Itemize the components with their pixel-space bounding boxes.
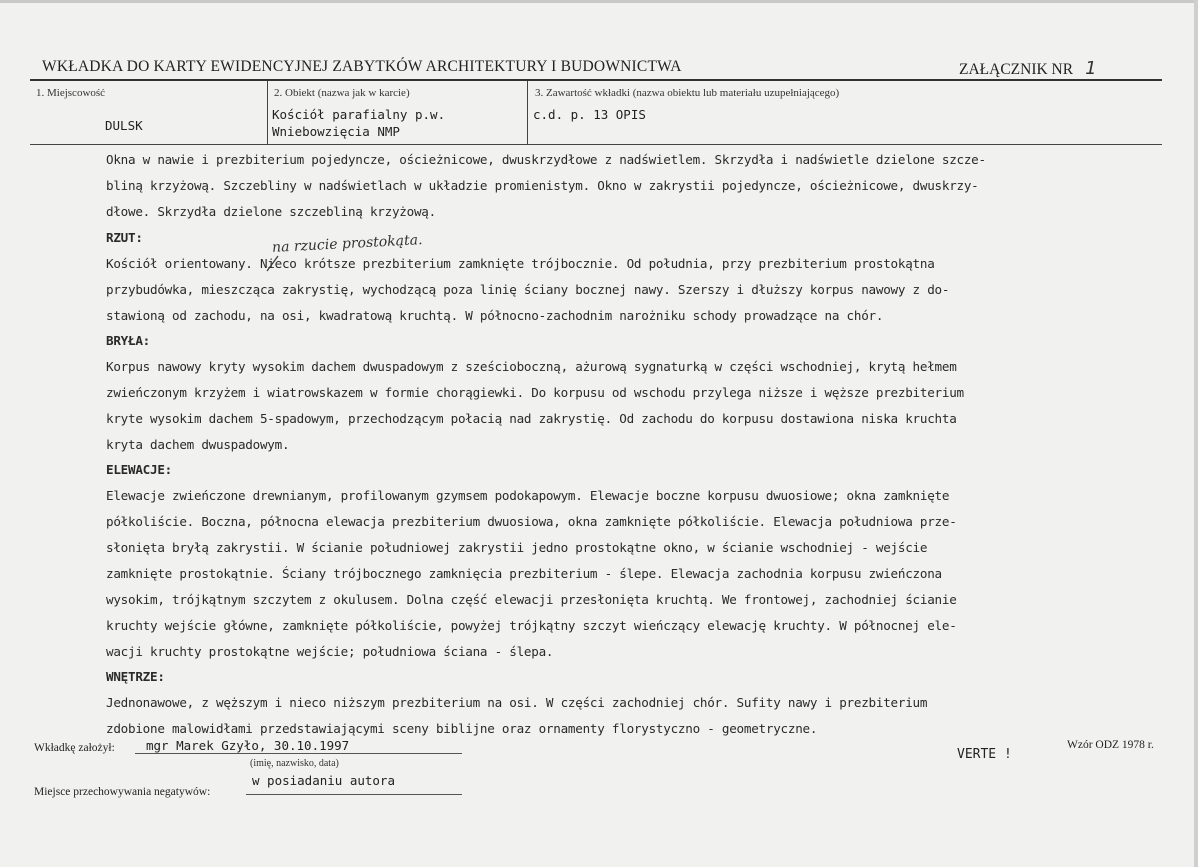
card-edge-right bbox=[1194, 0, 1198, 867]
text-line: słonięta bryłą zakrystii. W ścianie południowej zakrystii jedno prostokątne okno, w ścianie wschodniej - wejście bbox=[106, 540, 928, 555]
field-label-locality: 1. Miejscowość bbox=[36, 87, 106, 99]
section-heading-elevations: ELEWACJE: bbox=[106, 462, 172, 477]
text-line: dłowe. Skrzydła dzielone szczebliną krzyżową. bbox=[106, 204, 436, 219]
section-heading-plan: RZUT: bbox=[106, 230, 143, 245]
field-value-object-line1: Kościół parafialny p.w. bbox=[272, 107, 446, 122]
form-reference: Wzór ODZ 1978 r. bbox=[1067, 739, 1154, 751]
text-line: Jednonawowe, z węższym i nieco niższym prezbiterium na osi. W części zachodniej chór. Sufity nawy i prezbiterium bbox=[106, 695, 928, 710]
field-label-object: 2. Obiekt (nazwa jak w karcie) bbox=[274, 87, 410, 99]
form-title: WKŁADKA DO KARTY EWIDENCYJNEJ ZABYTKÓW ARCHITEKTURY I BUDOWNICTWA bbox=[42, 58, 682, 75]
text-line: Korpus nawowy kryty wysokim dachem dwuspadowym z sześcioboczną, ażurową sygnaturką w części wschodniej, krytą hełmem bbox=[106, 359, 957, 374]
storage-underline bbox=[246, 794, 462, 795]
text-line: kruchty wejście główne, zamknięte półkoliście, powyżej trójkątny szczyt wieńczący elewację kruchty. W północnej ele- bbox=[106, 618, 957, 633]
text-line: półkoliście. Boczna, północna elewacja prezbiterium dwuosiowa, okna zamknięte półkoliście. Elewacja południowa prze- bbox=[106, 514, 957, 529]
text-line: Elewacje zwieńczone drewnianym, profilowanym gzymsem podokapowym. Elewacje boczne korpusu dwuosiowe; okna zamknięte bbox=[106, 488, 950, 503]
section-heading-interior: WNĘTRZE: bbox=[106, 669, 165, 684]
field-value-content: c.d. p. 13 OPIS bbox=[533, 107, 646, 122]
text-line: przybudówka, mieszcząca zakrystię, wychodzącą poza linię ściany bocznej nawy. Szerszy i dłuższy korpus nawowy z do- bbox=[106, 282, 950, 297]
field-value-object-line2: Wniebowzięcia NMP bbox=[272, 124, 400, 139]
column-divider-2 bbox=[527, 81, 528, 144]
insertion-mark-icon bbox=[266, 254, 280, 272]
text-line: stawioną od zachodu, na osi, kwadratową kruchtą. W północno-zachodnim narożniku schody prowadzące na chór. bbox=[106, 308, 884, 323]
verte-note: VERTE ! bbox=[957, 747, 1012, 762]
text-line: Kościół orientowany. Nieco krótsze prezbiterium zamknięte trójbocznie. Od południa, przy prezbiterium prostokątna bbox=[106, 256, 935, 271]
annex-number: 1 bbox=[1085, 58, 1097, 79]
text-line: Okna w nawie i prezbiterium pojedyncze, ościeżnicowe, dwuskrzydłowe z nadświetlem. Skrzydła i nadświetle dzielone szcze- bbox=[106, 152, 986, 167]
author-value: mgr Marek Gzyło, 30.10.1997 bbox=[146, 738, 350, 753]
column-divider-1 bbox=[267, 81, 268, 144]
header-rule bbox=[30, 79, 1162, 81]
text-line: wacji kruchty prostokątne wejście; południowa ściana - ślepa. bbox=[106, 644, 554, 659]
handwritten-note: na rzucie prostokąta. bbox=[271, 232, 423, 256]
card-edge-top bbox=[0, 0, 1198, 3]
field-label-content: 3. Zawartość wkładki (nazwa obiektu lub materiału uzupełniającego) bbox=[535, 87, 840, 99]
annex-label bbox=[959, 58, 1097, 79]
text-line: zdobione malowidłami przedstawiającymi sceny biblijne oraz ornamenty florystyczno - geometryczne. bbox=[106, 721, 818, 736]
storage-value: w posiadaniu autora bbox=[252, 773, 395, 788]
field-value-locality: DULSK bbox=[105, 118, 143, 133]
text-line: zwieńczonym krzyżem i wiatrowskazem w formie chorągiewki. Do korpusu od wschodu przylega niższe i węższe prezbiterium bbox=[106, 385, 964, 400]
text-line: kryte wysokim dachem 5-spadowym, przechodzącym połacią nad zakrystię. Od zachodu do korpusu dostawiona niska kruchta bbox=[106, 411, 957, 426]
text-line: kryta dachem dwuspadowym. bbox=[106, 437, 290, 452]
fields-rule bbox=[30, 144, 1162, 145]
text-line: zamknięte prostokątnie. Ściany trójbocznego zamknięcia prezbiterium - ślepe. Elewacja zachodnia korpusu zwieńczona bbox=[106, 566, 942, 581]
author-label: Wkładkę założył: bbox=[34, 742, 115, 754]
section-heading-massing: BRYŁA: bbox=[106, 333, 150, 348]
text-line: bliną krzyżową. Szczebliny w nadświetlach w układzie promienistym. Okno w zakrystii pojedyncze, ościeżnicowe, dwuskrzy- bbox=[106, 178, 979, 193]
author-underline bbox=[135, 753, 462, 754]
text-line: wysokim, trójkątnym szczytem z okulusem. Dolna część elewacji przesłonięta kruchtą. We frontowej, zachodniej ścianie bbox=[106, 592, 957, 607]
annex-label-text: ZAŁĄCZNIK NR bbox=[959, 61, 1074, 78]
author-hint: (imię, nazwisko, data) bbox=[250, 758, 339, 769]
storage-label: Miejsce przechowywania negatywów: bbox=[34, 786, 211, 798]
